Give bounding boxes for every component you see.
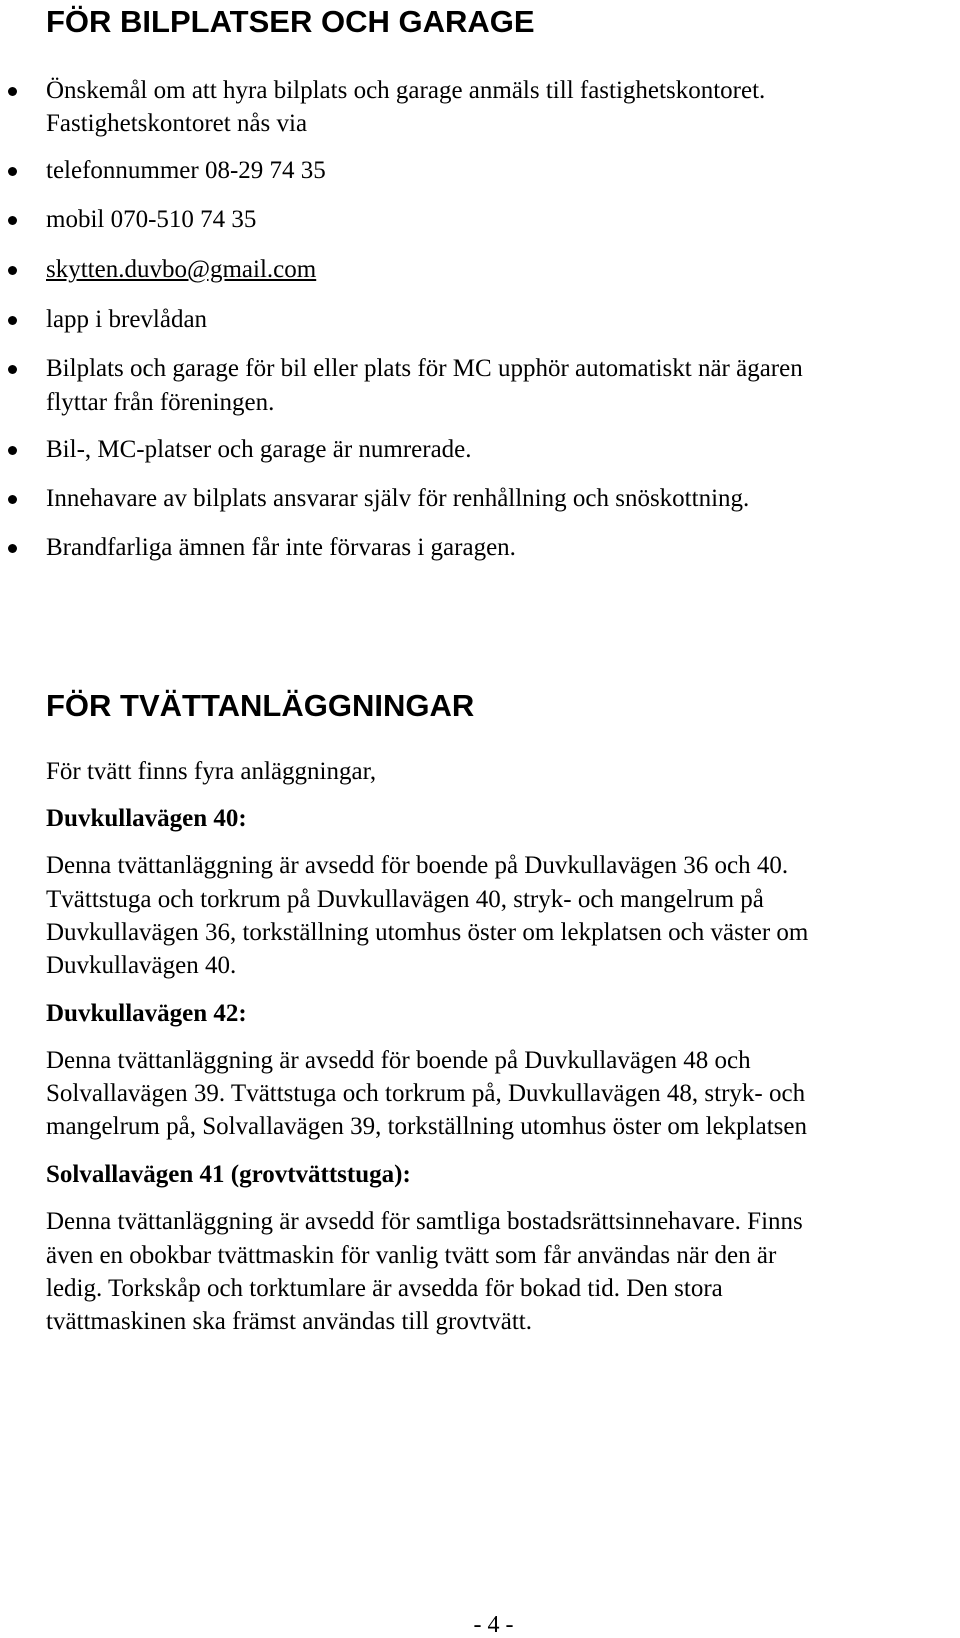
bullet-icon [8,544,17,553]
facility-text-line: mangelrum på, Solvallavägen 39, torkställning utomhus öster om lekplatsen [46,1113,807,1140]
facility-text-line: Duvkullavägen 36, torkställning utomhus öster om lekplatsen och väster om [46,919,809,946]
section-title-parking: FÖR BILPLATSER OCH GARAGE [46,4,535,39]
laundry-intro: För tvätt finns fyra anläggningar, [46,758,377,785]
facility-text-line: Denna tvättanläggning är avsedd för samtliga bostadsrättsinnehavare. Finns [46,1208,803,1235]
email-link[interactable]: skytten.duvbo@gmail.com [46,256,317,283]
list-item-line: Fastighetskontoret nås via [46,110,308,137]
list-item-line: Brandfarliga ämnen får inte förvaras i garagen. [46,534,516,561]
page-number: - 4 - [473,1612,514,1638]
page-footer [0,1613,960,1637]
list-item-line: Innehavare av bilplats ansvarar själv för renhållning och snöskottning. [46,485,750,512]
bullet-icon [8,87,17,96]
bullet-icon [8,446,17,455]
facility-heading: Duvkullavägen 42: [46,1000,247,1027]
bullet-icon [8,167,17,176]
list-item-line: flyttar från föreningen. [46,389,275,416]
facility-text-line: även en obokbar tvättmaskin för vanlig tvätt som får användas när den är [46,1242,777,1269]
bullet-icon [8,495,17,504]
bullet-icon [8,266,17,275]
list-item-line: Bilplats och garage för bil eller plats för MC upphör automatiskt när ägaren [46,355,803,382]
bullet-icon [8,316,17,325]
facility-text-line: Denna tvättanläggning är avsedd för boende på Duvkullavägen 36 och 40. [46,852,789,879]
list-item-line: Bil-, MC-platser och garage är numrerade. [46,436,472,463]
facility-text-line: Denna tvättanläggning är avsedd för boende på Duvkullavägen 48 och [46,1047,751,1074]
facility-heading: Solvallavägen 41 (grovtvättstuga): [46,1161,411,1188]
facility-heading: Duvkullavägen 40: [46,805,247,832]
list-item-line: mobil 070-510 74 35 [46,206,257,233]
list-item-line: Önskemål om att hyra bilplats och garage anmäls till fastighetskontoret. [46,77,766,104]
bullet-icon [8,365,17,374]
facility-text-line: Duvkullavägen 40. [46,952,237,979]
facility-text-line: Tvättstuga och torkrum på Duvkullavägen 40, stryk- och mangelrum på [46,886,764,913]
facility-text-line: ledig. Torkskåp och torktumlare är avsedda för bokad tid. Den stora [46,1275,723,1302]
list-item-line: telefonnummer 08-29 74 35 [46,157,326,184]
facility-text-line: Solvallavägen 39. Tvättstuga och torkrum på, Duvkullavägen 48, stryk- och [46,1080,806,1107]
section-title-laundry: FÖR TVÄTTANLÄGGNINGAR [46,688,475,723]
list-item-line: lapp i brevlådan [46,306,208,333]
bullet-icon [8,216,17,225]
facility-text-line: tvättmaskinen ska främst användas till grovtvätt. [46,1308,532,1335]
